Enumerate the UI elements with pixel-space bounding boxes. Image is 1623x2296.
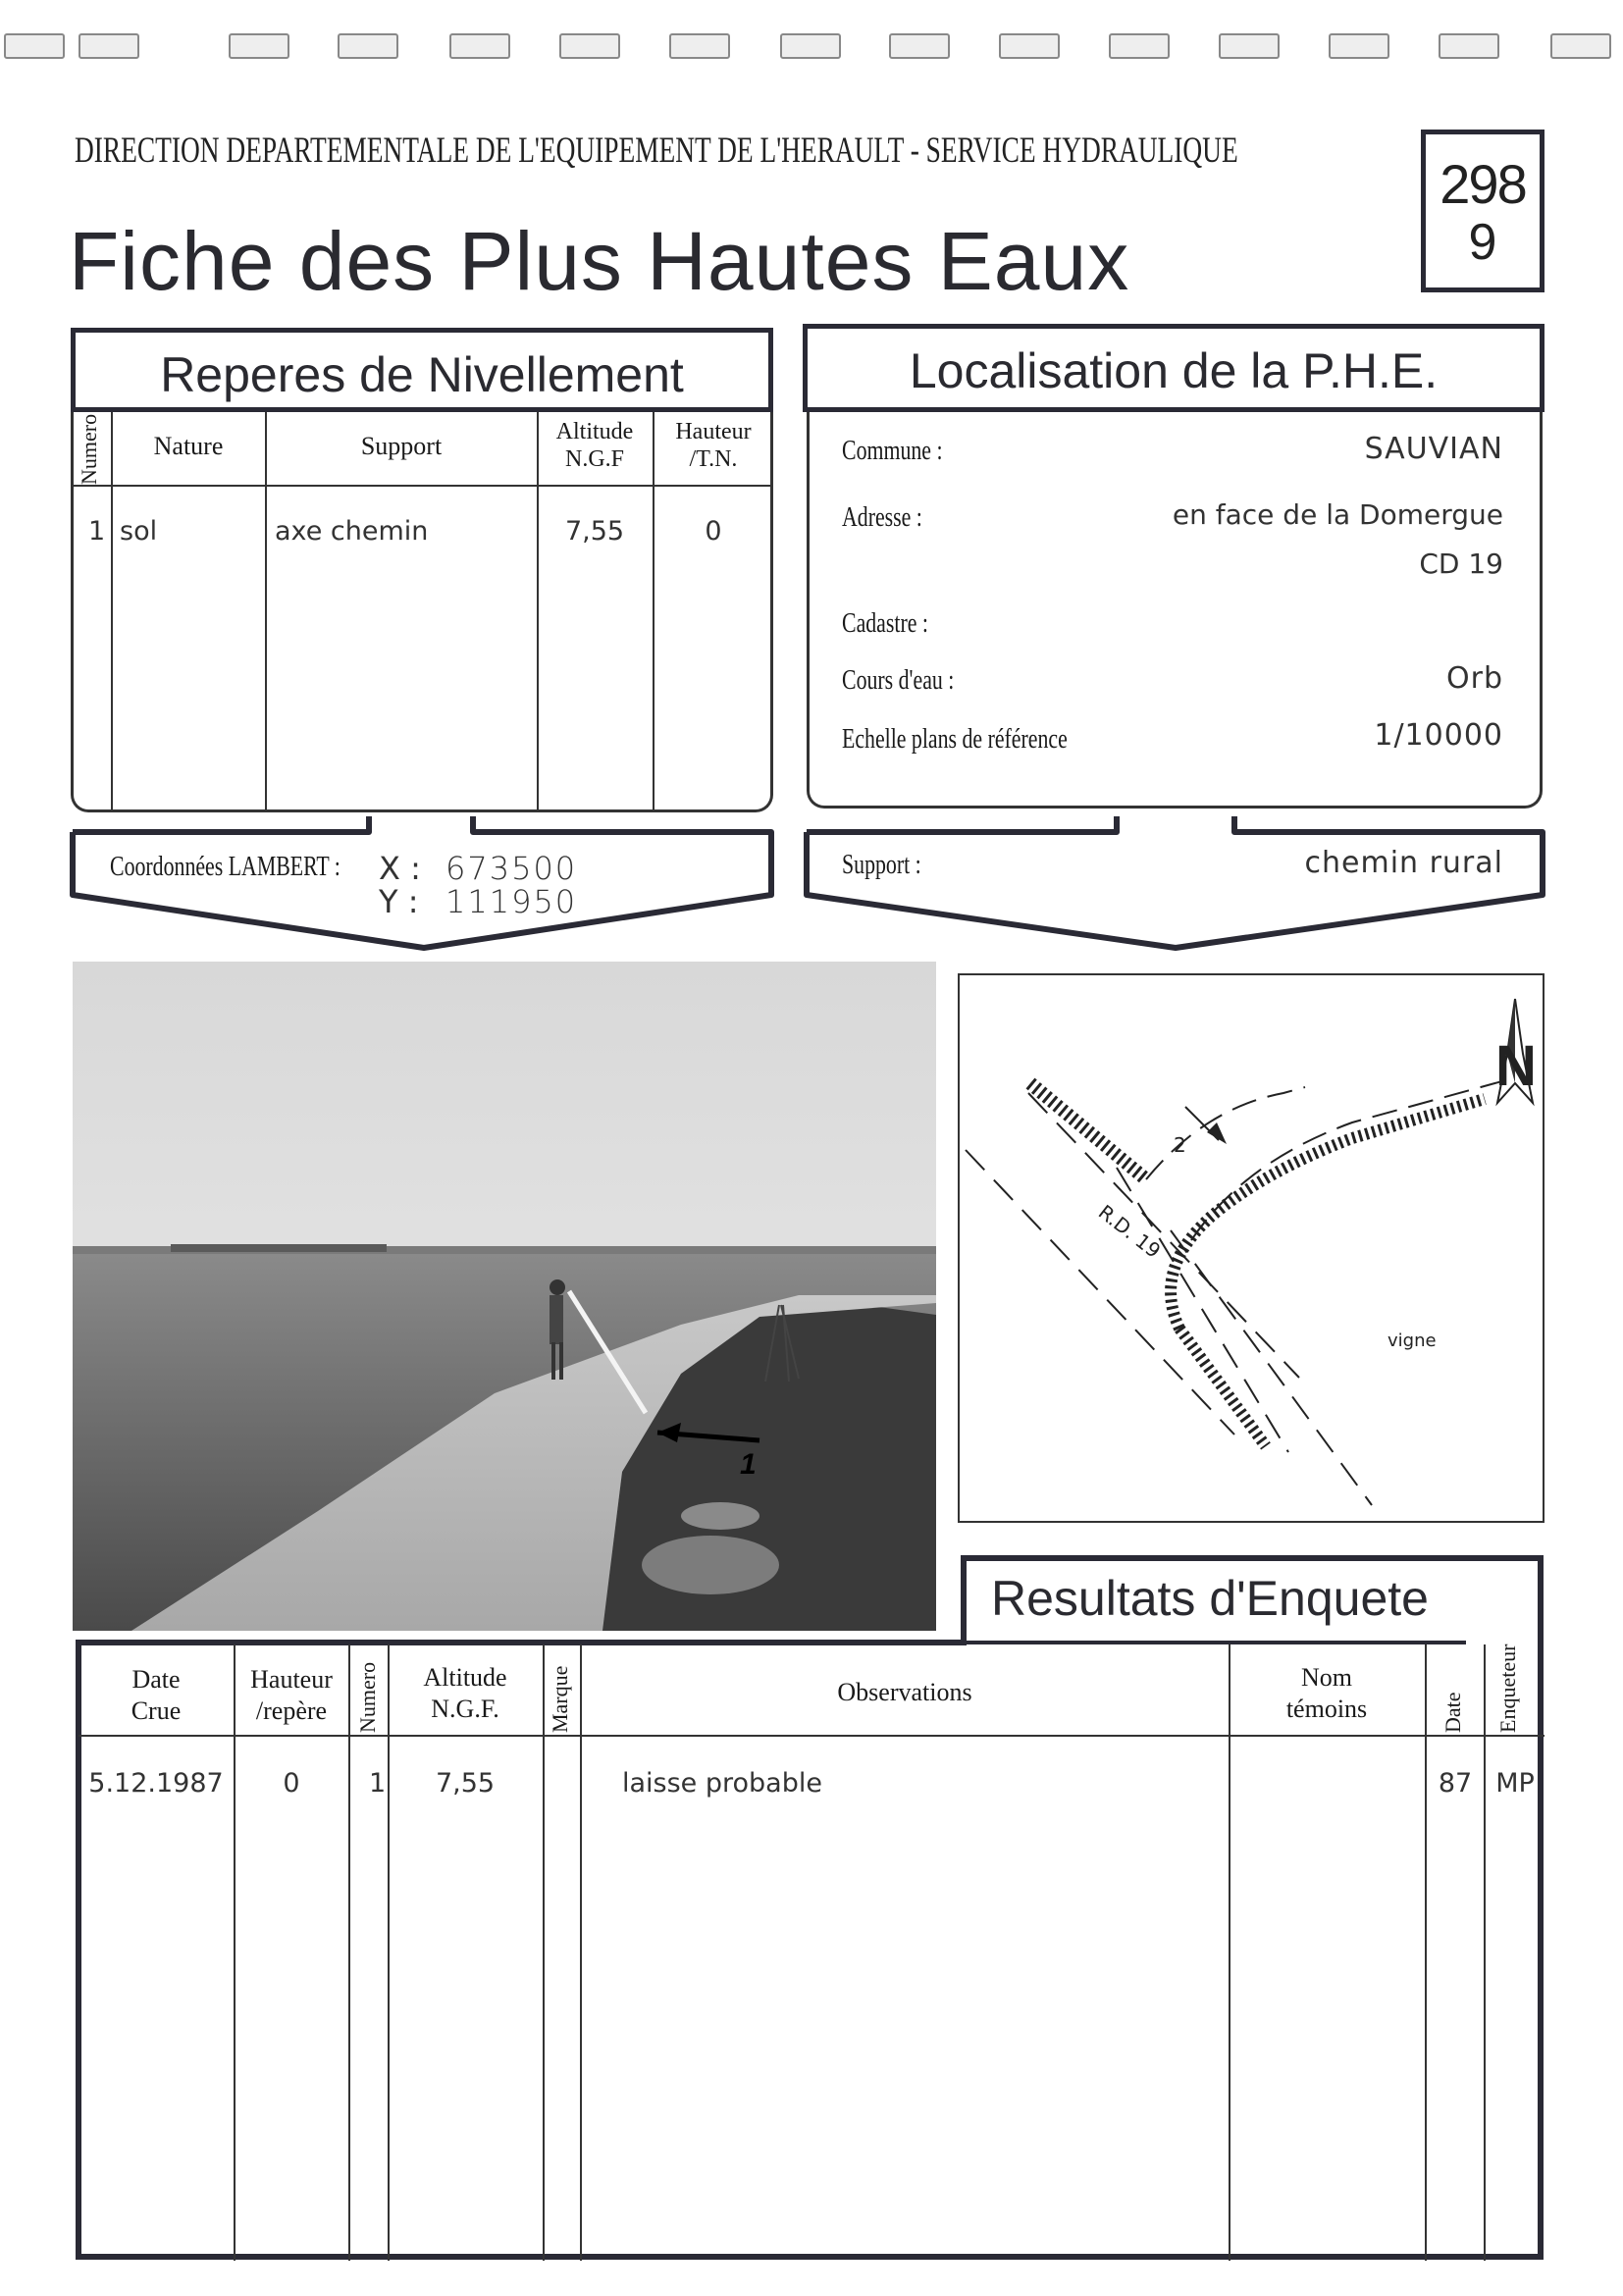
support-arrow-box bbox=[803, 805, 1550, 962]
fiche-id-line1: 298 bbox=[1440, 153, 1526, 215]
location-map bbox=[958, 973, 1544, 1523]
res-row-hauteur: 0 bbox=[283, 1768, 300, 1799]
support-value: chemin rural bbox=[1304, 846, 1503, 880]
lambert-x-value: 673500 bbox=[445, 850, 578, 887]
res-col-date: Date bbox=[1440, 1692, 1465, 1733]
res-row-date: 87 bbox=[1438, 1768, 1473, 1799]
res-col-temoins: Nom témoins bbox=[1285, 1663, 1368, 1723]
reperes-row-support: axe chemin bbox=[275, 516, 429, 547]
cadastre-label: Cadastre : bbox=[842, 608, 928, 639]
agency-header: DIRECTION DEPARTEMENTALE DE L'EQUIPEMENT DE L'HERAULT - SERVICE HYDRAULIQUE bbox=[75, 130, 1238, 171]
res-row-observations: laisse probable bbox=[622, 1768, 822, 1799]
lambert-arrow-box bbox=[69, 805, 779, 962]
reperes-title-box bbox=[71, 328, 773, 412]
adresse-label: Adresse : bbox=[842, 502, 922, 533]
reperes-col-numero: Numero bbox=[77, 413, 101, 485]
res-row-numero: 1 bbox=[369, 1768, 387, 1799]
reperes-row-hauteur: 0 bbox=[705, 516, 722, 547]
echelle-value: 1/10000 bbox=[1374, 718, 1503, 753]
resultats-title: Resultats d'Enquete bbox=[991, 1571, 1429, 1626]
commune-label: Commune : bbox=[842, 436, 943, 466]
res-col-altitude: Altitude N.G.F. bbox=[423, 1663, 507, 1723]
res-row-date-crue: 5.12.1987 bbox=[88, 1768, 224, 1799]
support-label: Support : bbox=[842, 850, 921, 880]
cours-value: Orb bbox=[1446, 661, 1503, 696]
res-col-numero: Numero bbox=[355, 1661, 380, 1733]
reperes-row-numero: 1 bbox=[88, 516, 106, 547]
lambert-label: Coordonnées LAMBERT : bbox=[110, 852, 340, 882]
fiche-id-line2: 9 bbox=[1468, 214, 1497, 271]
commune-value: SAUVIAN bbox=[1364, 432, 1503, 466]
reperes-col-altitude: Altitude N.G.F bbox=[555, 419, 634, 472]
area-label: vigne bbox=[1387, 1331, 1437, 1351]
lambert-y-label: Y : bbox=[379, 883, 419, 920]
reperes-col-nature: Nature bbox=[153, 432, 224, 460]
reperes-row-altitude: 7,55 bbox=[564, 516, 625, 547]
fiche-id-box bbox=[1421, 130, 1544, 292]
road-label: R.D. 19 bbox=[1093, 1200, 1166, 1263]
res-row-enqueteur: MP bbox=[1495, 1768, 1535, 1799]
page-title: Fiche des Plus Hautes Eaux bbox=[69, 215, 1130, 307]
echelle-label: Echelle plans de référence bbox=[842, 724, 1068, 755]
adresse-line2: CD 19 bbox=[1419, 548, 1503, 580]
site-photo bbox=[73, 962, 936, 1631]
lambert-x-label: X : bbox=[379, 850, 421, 887]
res-col-date-crue: Date Crue bbox=[131, 1665, 182, 1725]
res-row-altitude: 7,55 bbox=[435, 1768, 496, 1799]
localisation-title: Localisation de la P.H.E. bbox=[909, 343, 1439, 398]
north-label: N bbox=[1495, 1034, 1537, 1098]
adresse-line1: en face de la Domergue bbox=[1172, 498, 1503, 531]
resultats-frame bbox=[71, 1550, 1554, 2265]
localisation-title-box bbox=[803, 324, 1544, 412]
reperes-col-hauteur: Hauteur /T.N. bbox=[675, 419, 752, 472]
reperes-row-nature: sol bbox=[120, 516, 158, 547]
reperes-title: Reperes de Nivellement bbox=[160, 347, 684, 402]
photo-marker: 1 bbox=[740, 1448, 757, 1481]
res-col-observations: Observations bbox=[837, 1678, 972, 1706]
reperes-col-support: Support bbox=[360, 432, 443, 460]
res-col-hauteur: Hauteur /repère bbox=[250, 1665, 333, 1725]
cours-label: Cours d'eau : bbox=[842, 665, 955, 696]
map-marker: 2 bbox=[1174, 1133, 1186, 1157]
lambert-y-value: 111950 bbox=[445, 883, 578, 920]
res-col-enqueteur: Enqueteur bbox=[1495, 1644, 1520, 1733]
res-col-marque: Marque bbox=[548, 1665, 572, 1733]
binder-holes bbox=[0, 29, 1623, 59]
